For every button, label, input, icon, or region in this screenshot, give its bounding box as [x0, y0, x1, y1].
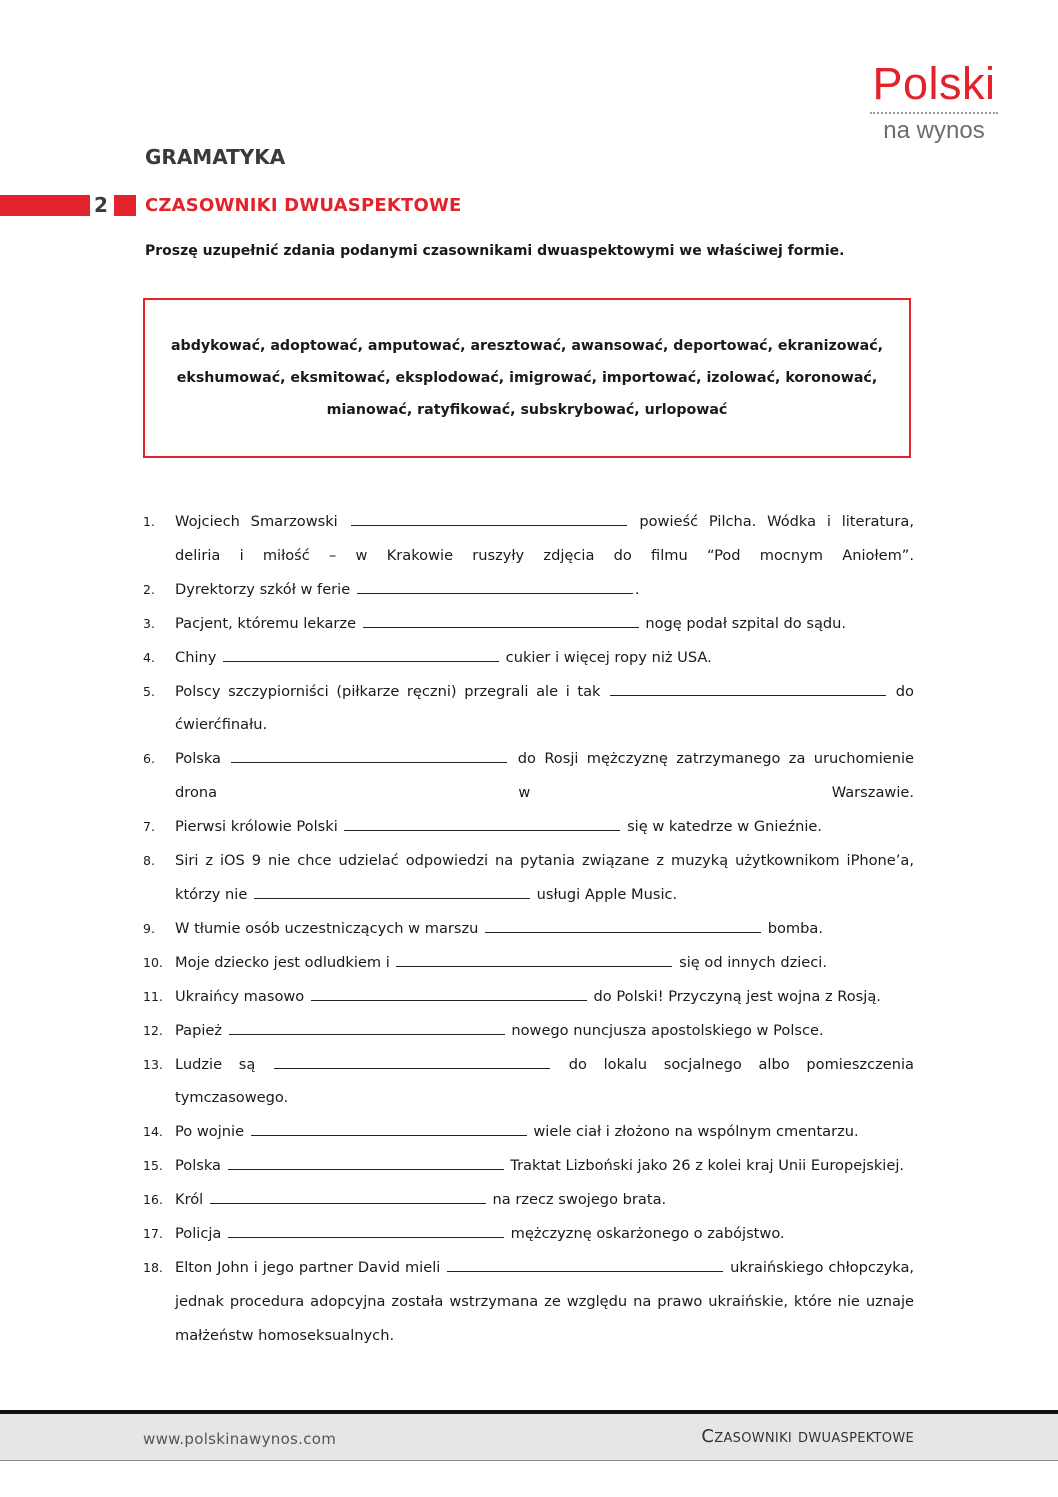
exercise-item — [143, 980, 914, 1014]
exercise-text-before: Moje dziecko jest odludkiem i — [175, 953, 390, 971]
exercise-text-before: Król — [175, 1191, 204, 1209]
answer-blank[interactable] — [351, 509, 627, 526]
exercise-text-after: wiele ciał i złożono na wspólnym cmentarzu. — [533, 1123, 859, 1141]
exercise-text-after: ukraińskiego chłopczyka, jednak procedura adopcyjna została wstrzymana ze względu na prawo ukraińskie, które nie uznaje małżeństw homoseksualnych. — [175, 1258, 915, 1344]
answer-blank[interactable] — [363, 611, 639, 628]
answer-blank[interactable] — [357, 577, 633, 594]
exercise-text-before: Chiny — [175, 648, 217, 666]
answer-blank[interactable] — [229, 1018, 505, 1035]
exercise-text-after: powieść Pilcha. Wódka i literatura, deliria i miłość – w Krakowie ruszyły zdjęcia do filmu “Pod mocnym Aniołem”. — [175, 513, 915, 564]
exercise-text-before: Elton John i jego partner David mieli — [175, 1258, 441, 1276]
exercise-item-number: 1. — [143, 514, 155, 529]
exercise-item — [143, 573, 914, 607]
exercise-text-before: Policja — [175, 1225, 222, 1243]
exercise-item — [143, 675, 914, 743]
exercise-item — [143, 1251, 914, 1353]
footer-url: www.polskinawynos.com — [143, 1430, 337, 1448]
exercise-title: CZASOWNIKI DWUASPEKTOWE — [145, 195, 462, 216]
exercise-item-number: 3. — [143, 615, 155, 631]
exercise-text-after: się w katedrze w Gnieźnie. — [627, 818, 823, 836]
exercise-item — [143, 946, 914, 980]
answer-blank[interactable] — [610, 679, 886, 696]
exercise-text-before: Polscy szczypiorniści (piłkarze ręczni) przegrali ale i tak — [175, 682, 601, 700]
answer-blank[interactable] — [274, 1052, 550, 1069]
exercise-item — [143, 810, 914, 844]
footer-title: Czasowniki dwuaspektowe — [701, 1426, 914, 1447]
exercise-item — [143, 607, 914, 641]
section-label: GRAMATYKA — [145, 145, 286, 169]
word-bank-box — [143, 298, 911, 458]
exercise-text-before: Ukraińcy masowo — [175, 987, 305, 1005]
exercise-item — [143, 1115, 914, 1149]
exercise-text-after: do Rosji mężczyznę zatrzymanego za uruchomienie drona w Warszawie. — [175, 750, 915, 802]
exercise-item-number: 2. — [143, 581, 155, 597]
exercise-text-before: Wojciech Smarzowski — [175, 513, 338, 530]
exercise-text-before: Polska — [175, 750, 222, 768]
exercise-item-number: 8. — [143, 853, 155, 869]
exercise-text-after: nogę podał szpital do sądu. — [645, 614, 847, 632]
exercise-item — [143, 505, 914, 573]
exercise-text-after: do lokalu socjalnego albo pomieszczenia tymczasowego. — [175, 1055, 914, 1107]
exercise-item-number: 13. — [143, 1056, 163, 1072]
exercise-text-before: Polska — [175, 1157, 222, 1175]
exercise-item-number: 16. — [143, 1192, 163, 1208]
exercise-text-after: cukier i więcej ropy niż USA. — [505, 648, 712, 666]
footer-bottom-rule — [0, 1460, 1058, 1461]
exercise-item-number: 5. — [143, 683, 155, 699]
exercise-text-after: się od innych dzieci. — [679, 953, 827, 971]
exercise-text-after: do Polski! Przyczyną jest wojna z Rosją. — [593, 987, 881, 1005]
exercise-item — [143, 1048, 914, 1116]
exercise-text-before: Po wojnie — [175, 1123, 245, 1141]
answer-blank[interactable] — [254, 882, 530, 899]
exercise-item-number: 9. — [143, 920, 155, 936]
exercise-text-after: nowego nuncjusza apostolskiego w Polsce. — [511, 1021, 824, 1039]
exercise-text-before: W tłumie osób uczestniczących w marszu — [175, 919, 479, 937]
exercise-item — [143, 912, 914, 946]
answer-blank[interactable] — [251, 1119, 527, 1136]
logo-dotted-divider — [870, 112, 998, 114]
exercise-item — [143, 1217, 914, 1251]
exercise-item — [143, 742, 914, 810]
answer-blank[interactable] — [311, 984, 587, 1001]
exercise-item — [143, 1014, 914, 1048]
answer-blank[interactable] — [210, 1187, 486, 1204]
exercise-list — [143, 505, 914, 1353]
answer-blank[interactable] — [228, 1153, 504, 1170]
exercise-text-before: Pacjent, któremu lekarze — [175, 614, 357, 632]
red-accent-square — [114, 195, 136, 216]
word-bank-text: abdykować, adoptować, amputować, aresztować, awansować, deportować, ekranizować, ekshumować, eksmitować, eksplodować, imigrować, importować, izolować, koronować, mianować, ratyfikować, subskrybować, urlopować — [170, 338, 883, 418]
exercise-item-number: 12. — [143, 1022, 163, 1038]
answer-blank[interactable] — [223, 645, 499, 662]
answer-blank[interactable] — [485, 916, 761, 933]
red-accent-bar — [0, 195, 90, 216]
exercise-number: 2 — [94, 193, 108, 217]
exercise-item — [143, 641, 914, 675]
exercise-item-number: 10. — [143, 954, 163, 970]
exercise-text-after: mężczyznę oskarżonego o zabójstwo. — [510, 1225, 785, 1243]
answer-blank[interactable] — [344, 814, 620, 831]
answer-blank[interactable] — [396, 950, 672, 967]
exercise-item — [143, 1149, 914, 1183]
exercise-item-number: 4. — [143, 649, 155, 665]
polski-na-wynos-logo — [868, 58, 1000, 146]
exercise-item-number: 7. — [143, 819, 155, 835]
answer-blank[interactable] — [231, 746, 507, 763]
exercise-item — [143, 1183, 914, 1217]
exercise-text-after: usługi Apple Music. — [536, 885, 678, 903]
exercise-text-before: Dyrektorzy szkół w ferie — [175, 580, 351, 598]
exercise-text-before: Pierwsi królowie Polski — [175, 818, 338, 836]
answer-blank[interactable] — [447, 1255, 723, 1272]
exercise-text-before: Siri z iOS 9 nie chce udzielać odpowiedzi na pytania związane z muzyką użytkownikom iPhone’a, którzy nie — [175, 852, 914, 903]
exercise-text-after: . — [634, 580, 640, 598]
exercise-text-before: Ludzie są — [175, 1055, 256, 1073]
instruction-text: Proszę uzupełnić zdania podanymi czasownikami dwuaspektowymi we właściwej formie. — [145, 243, 845, 259]
exercise-text-after: na rzecz swojego brata. — [492, 1191, 667, 1209]
exercise-item-number: 11. — [143, 988, 163, 1004]
exercise-item-number: 15. — [143, 1158, 163, 1174]
exercise-item — [143, 844, 914, 912]
logo-sub-text: na wynos — [883, 117, 985, 144]
answer-blank[interactable] — [228, 1221, 504, 1238]
exercise-text-before: Papież — [175, 1021, 223, 1039]
exercise-item-number: 17. — [143, 1226, 163, 1242]
exercise-text-after: do ćwierćfinału. — [175, 682, 914, 734]
exercise-item-number: 6. — [143, 751, 155, 767]
exercise-text-after: bomba. — [767, 919, 823, 937]
exercise-text-after: Traktat Lizboński jako 26 z kolei kraj Unii Europejskiej. — [510, 1157, 905, 1175]
exercise-item-number: 18. — [143, 1259, 163, 1275]
logo-main-text: Polski — [872, 58, 996, 109]
exercise-item-number: 14. — [143, 1124, 163, 1140]
